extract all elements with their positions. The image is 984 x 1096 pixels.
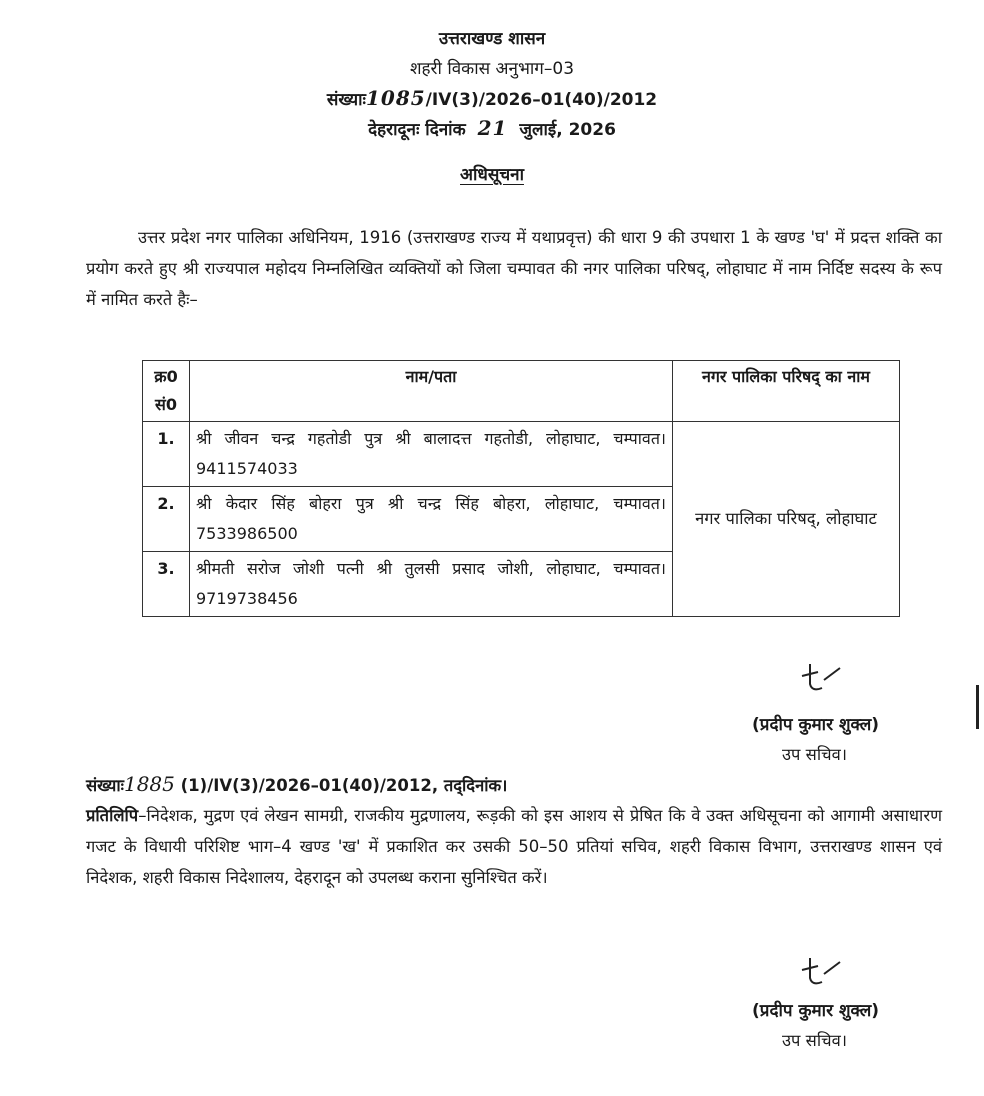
scan-edge-mark	[976, 685, 979, 729]
notification-body: उत्तर प्रदेश नगर पालिका अधिनियम, 1916 (उत्तराखण्ड राज्य में यथाप्रवृत्त) की धारा 9 की उपधारा 1 के खण्ड 'घ' में प्रदत्त शक्ति का प्रयोग करते हुए श्री राज्यपाल महोदय निम्नलिखित व्यक्तियों को जिला चम्पावत की नगर पालिका परिषद्, लोहाघाट में नाम निर्दिष्ट सदस्य के रूप में नामित करते हैः–	[86, 228, 942, 309]
copy-ref-prefix: संख्याः	[86, 776, 124, 795]
copy-label: प्रतिलिपि	[86, 806, 139, 825]
date-handwritten-day: 21	[477, 116, 508, 140]
header-date	[0, 116, 984, 140]
row-name-address: श्री जीवन चन्द्र गहतोडी पुत्र श्री बालादत्त गहतोडी, लोहाघाट, चम्पावत। 9411574033	[190, 422, 673, 487]
header-reference	[0, 86, 984, 110]
notification-title: अधिसूचना	[460, 165, 524, 185]
table-header-row	[143, 361, 900, 422]
row-name-address: श्रीमती सरोज जोशी पत्नी श्री तुलसी प्रसाद जोशी, लोहाघाट, चम्पावत। 9719738456	[190, 552, 673, 617]
row-name-address: श्री केदार सिंह बोहरा पुत्र श्री चन्द्र सिंह बोहरा, लोहाघाट, चम्पावत। 7533986500	[190, 487, 673, 552]
signature-icon	[796, 658, 846, 698]
signature-mark-2	[796, 952, 846, 1002]
signatory-designation: उप सचिव।	[782, 745, 847, 764]
row-serial: 2.	[143, 487, 190, 552]
header-council: नगर पालिका परिषद् का नाम	[673, 361, 900, 422]
header-government: उत्तराखण्ड शासन	[438, 29, 546, 49]
header-serial: क्र0 सं0	[143, 361, 190, 422]
header-name-address: नाम/पता	[190, 361, 673, 422]
ref-prefix: संख्याः	[326, 90, 366, 110]
header-department: शहरी विकास अनुभाग–03	[409, 59, 575, 79]
row-serial: 3.	[143, 552, 190, 617]
date-suffix: जुलाई, 2026	[519, 120, 616, 140]
copy-text: –निदेशक, मुद्रण एवं लेखन सामग्री, राजकीय मुद्रणालय, रूड़की को इस आशय से प्रेषित कि वे उक्त अधिसूचना को आगामी असाधारण गजट के विधायी परिशिष्ट भाग–4 खण्ड 'ख' में प्रकाशित कर उसकी 50–50 प्रतियां सचिव, शहरी विकास विभाग, उत्तराखण्ड शासन एवं निदेशक, शहरी विकास निदेशालय, देहरादून को उपलब्ध कराना सुनिश्चित करें।	[86, 806, 942, 887]
row-serial: 1.	[143, 422, 190, 487]
nominee-table	[142, 360, 900, 617]
copy-ref-handwritten-number: 1885	[123, 772, 175, 796]
signature-icon	[796, 952, 846, 992]
ref-suffix: /IV(3)/2026–01(40)/2012	[425, 90, 658, 110]
date-prefix: देहरादूनः दिनांक	[368, 120, 466, 140]
signatory-name: (प्रदीप कुमार शुक्ल)	[752, 715, 880, 735]
copy-reference	[86, 772, 507, 796]
copy-paragraph	[86, 800, 942, 893]
ref-handwritten-number: 1085	[366, 86, 426, 110]
copy-ref-suffix: (1)/IV(3)/2026–01(40)/2012, तद्‌दिनांक।	[180, 776, 508, 795]
signature-mark	[796, 658, 846, 708]
council-name-cell: नगर पालिका परिषद्, लोहाघाट	[673, 422, 900, 617]
table-row	[143, 422, 900, 487]
signatory-name-2: (प्रदीप कुमार शुक्ल)	[752, 1001, 880, 1021]
signatory-designation-2: उप सचिव।	[782, 1031, 847, 1050]
